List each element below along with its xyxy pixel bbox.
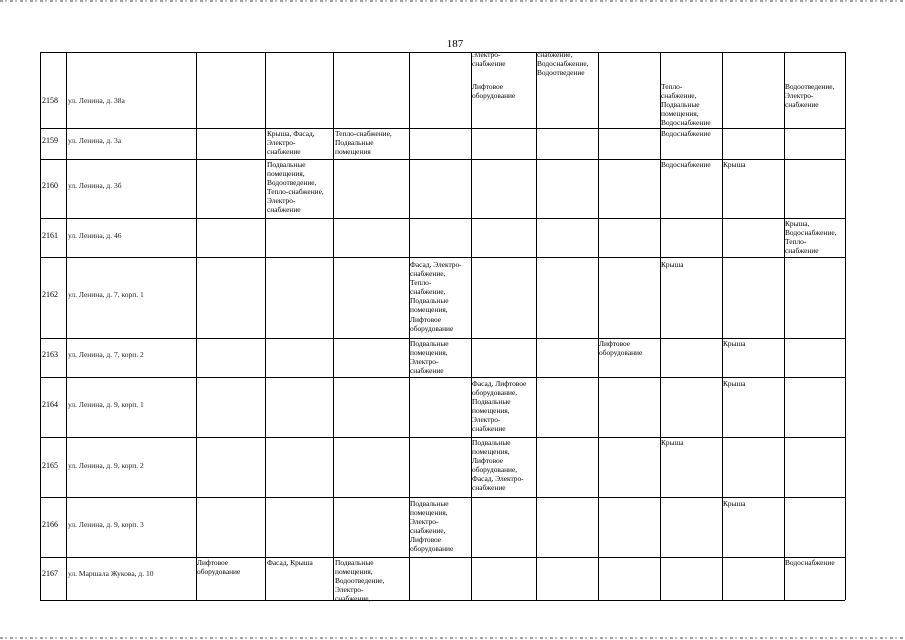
scan-edge-top [0,0,905,2]
table-cell: Крыша [723,339,746,348]
table-cell: Лифтовое оборудование [197,558,241,577]
table-cell: снабжение, Водоснабжение, Водоотведение [537,50,589,78]
row-number: 2158 [42,96,58,105]
row-number: 2163 [42,350,58,359]
row-rule [40,497,845,498]
row-rule [40,128,845,129]
table-cell: Крыша, Водоснабжение, Тепло- снабжение [785,219,837,256]
address-cell: ул. Ленина, д. 7, корп. 2 [68,350,144,359]
column-rule [784,52,785,600]
table-cell: Крыша [723,499,746,508]
row-rule [40,218,845,219]
page-number: 187 [446,38,464,50]
row-number: 2159 [42,136,58,145]
row-number: 2164 [42,400,58,409]
address-cell: ул. Ленина, д. 46 [68,231,122,240]
column-rule [845,52,846,600]
table-cell: Электро- снабжение [472,50,506,69]
table-cell: Крыша [723,379,746,388]
address-cell: ул. Ленина, д. 9, корп. 3 [68,520,144,529]
row-number: 2165 [42,461,58,470]
row-rule [40,257,845,258]
address-cell: ул. Ленина, д. 9, корп. 1 [68,400,144,409]
table-cell: Лифтовое оборудование [599,339,643,358]
column-rule [40,52,41,600]
address-cell: ул. Маршала Жукова, д. 10 [68,569,154,578]
table-cell: Водоснабжение [785,558,835,567]
table-cell: Подвальные помещения, Электро- снабжение [410,339,449,376]
column-rule [536,52,537,600]
table-cell: Водоснабжение [661,160,711,169]
row-rule [40,437,845,438]
table-cell: Крыша [661,438,684,447]
table-cell: Подвальные помещения, Лифтовое оборудование, Фасад, Электро- снабжение [472,438,524,493]
row-number: 2166 [42,520,58,529]
table-cell: Тепло- снабжение, Подвальные помещения, Водоснабжение [661,82,711,128]
table-cell: Крыша [661,260,684,269]
row-rule [40,600,845,601]
scan-edge-bottom [0,637,905,639]
table-cell: Подвальные помещения, Электро- снабжение, Лифтовое оборудование [410,499,454,554]
column-rule [196,52,197,600]
address-cell: ул. Ленина, д. 9, корп. 2 [68,461,144,470]
table-cell: Лифтовое оборудование [472,82,516,101]
row-number: 2162 [42,290,58,299]
table-cell: Водоснабжение [661,129,711,138]
column-rule [333,52,334,600]
table-cell: Водоотведение, Электро- снабжение [785,82,835,110]
table-cell: Тепло-снабжение, Подвальные помещения [335,129,392,157]
column-rule [598,52,599,600]
column-rule [265,52,266,600]
address-cell: ул. Ленина, д. 3а [68,136,122,145]
table-cell: Подвальные помещения, Водоотведение, Тепло-снабжение, Электро- снабжение [267,160,324,215]
column-rule [66,52,67,600]
row-rule [40,377,845,378]
row-rule [40,557,845,558]
address-cell: ул. Ленина, д. 3б [68,181,122,190]
row-number: 2167 [42,569,58,578]
row-rule [40,52,845,53]
table-cell: Фасад, Крыша [267,558,313,567]
table-cell: Крыша, Фасад, Электро- снабжение [267,129,315,157]
address-cell: ул. Ленина, д. 7, корп. 1 [68,290,144,299]
table-cell: Фасад, Лифтовое оборудование, Подвальные помещения, Электро- снабжение [472,379,527,434]
row-number: 2161 [42,231,58,240]
table-cell: Фасад, Электро- снабжение, Тепло- снабжение, Подвальные помещения, Лифтовое оборудование [410,260,462,333]
row-number: 2160 [42,181,58,190]
table-cell: Подвальные помещения, Водоотведение, Электро-снабжение, [335,558,385,604]
table-cell: Крыша [723,160,746,169]
address-cell: ул. Ленина, д. 38а [68,96,125,105]
